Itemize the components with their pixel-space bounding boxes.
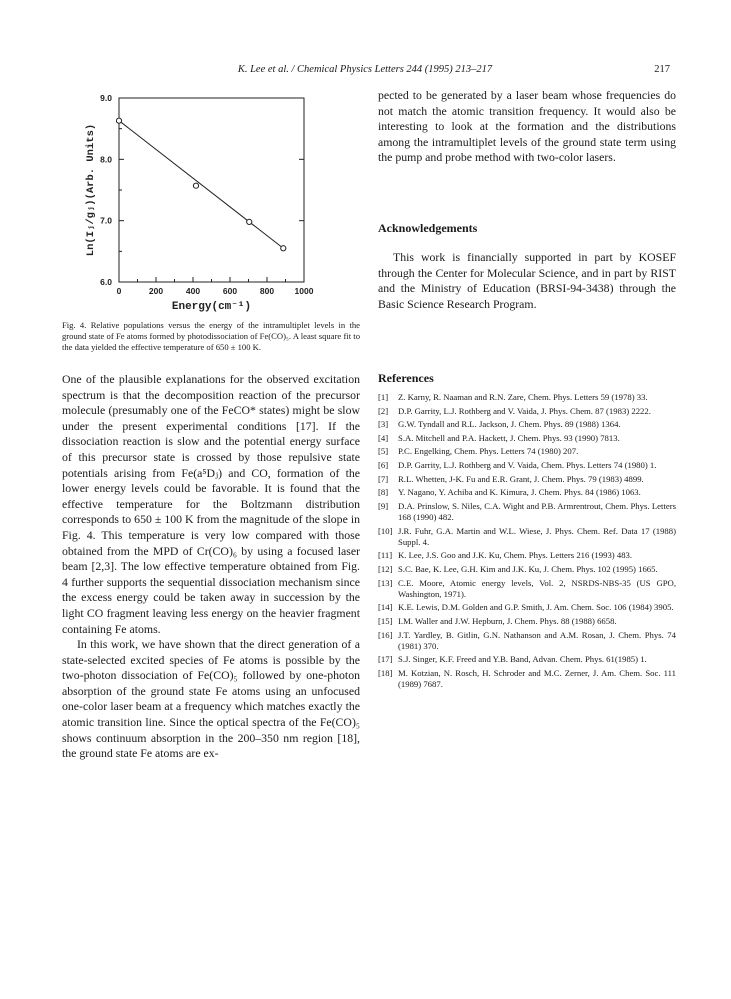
reference-item: [378, 433, 676, 444]
reference-text: I.M. Waller and J.W. Hepburn, J. Chem. Phys. 88 (1988) 6658.: [398, 615, 617, 626]
figure-4: [62, 88, 362, 318]
data-point: [247, 219, 252, 224]
x-tick-label: 400: [185, 286, 201, 296]
x-tick-label: 1000: [294, 286, 314, 296]
x-tick-label: 0: [116, 286, 122, 296]
paragraph-conclusion: In this work, we have shown that the direct generation of a state-selected excited species of Fe atoms is possible by the two-photon dissociation of Fe(CO)₅ followed by one-photon absorption of the ground state Fe atoms using an unfocused one-color laser beam at a frequency which matches exactly the atomic transition line. Since the optical spectra of the Fe(CO)₅ shows continuum absorption in the 200–350 nm region [18], the ground state Fe atoms are ex-: [62, 637, 360, 761]
reference-number: [15]: [378, 615, 393, 626]
x-tick-label: 800: [259, 286, 275, 296]
reference-text: S.A. Mitchell and P.A. Hackett, J. Chem. Phys. 93 (1990) 7813.: [398, 432, 620, 443]
left-column-body: [62, 372, 360, 762]
reference-number: [17]: [378, 654, 393, 665]
relative-population-chart: [62, 88, 362, 318]
reference-text: G.W. Tyndall and R.L. Jackson, J. Chem. Phys. 89 (1988) 1364.: [398, 419, 621, 430]
page-number: 217: [654, 64, 670, 75]
reference-item: [378, 616, 676, 627]
reference-number: [12]: [378, 563, 393, 574]
reference-number: [3]: [378, 419, 389, 430]
reference-text: C.E. Moore, Atomic energy levels, Vol. 2, NSRDS-NBS-35 (US GPO, Washington, 1971).: [398, 577, 676, 599]
fit-line: [119, 121, 283, 249]
data-point: [281, 246, 286, 251]
reference-number: [6]: [378, 459, 389, 470]
reference-text: K. Lee, J.S. Goo and J.K. Ku, Chem. Phys. Letters 216 (1993) 483.: [398, 550, 633, 561]
x-tick-label: 600: [222, 286, 238, 296]
y-tick-label: 9.0: [100, 93, 112, 103]
reference-text: K.E. Lewis, D.M. Golden and G.P. Smith, J. Am. Chem. Soc. 106 (1984) 3905.: [398, 602, 674, 613]
x-axis-label: Energy(cm⁻¹): [171, 301, 252, 313]
plot-frame: [119, 98, 304, 282]
data-point: [116, 118, 121, 123]
reference-item: [378, 550, 676, 561]
running-title: K. Lee et al. / Chemical Physics Letters 244 (1995) 213–217: [237, 64, 493, 75]
reference-item: [378, 578, 676, 600]
reference-text: J.R. Fuhr, G.A. Martin and W.L. Wiese, J. Phys. Chem. Ref. Data 17 (1988) Suppl. 4.: [398, 525, 676, 547]
reference-item: [378, 602, 676, 613]
y-axis-label: Ln(Iⱼ/gⱼ)(Arb. Units): [85, 123, 97, 257]
x-tick-label: 200: [148, 286, 164, 296]
figure-caption: Fig. 4. Relative populations versus the energy of the intramultiplet levels in the ground state of Fe atoms formed by photodissociation of Fe(CO)₅. A least square fit to the data yielded the effective temperature of 650 ± 100 K.: [62, 320, 360, 353]
reference-text: D.A. Prinslow, S. Niles, C.A. Wight and P.B. Armrentrout, Chem. Phys. Letters 168 (1990) 482.: [398, 500, 676, 522]
reference-text: D.P. Garrity, L.J. Rothberg and V. Vaida, J. Phys. Chem. 87 (1983) 2222.: [398, 405, 651, 416]
reference-item: [378, 392, 676, 403]
reference-list: [378, 392, 676, 693]
reference-number: [13]: [378, 577, 393, 588]
y-tick-label: 7.0: [100, 215, 112, 226]
reference-number: [5]: [378, 446, 389, 457]
y-tick-label: 8.0: [100, 154, 112, 165]
reference-text: P.C. Engelking, Chem. Phys. Letters 74 (1980) 207.: [398, 446, 579, 457]
reference-number: [2]: [378, 405, 389, 416]
reference-number: [11]: [378, 550, 393, 561]
reference-number: [1]: [378, 392, 389, 402]
references-heading: References: [378, 371, 434, 385]
reference-text: M. Kotzian, N. Rosch, H. Schroder and M.C. Zerner, J. Am. Chem. Soc. 111 (1989) 7687.: [398, 667, 676, 690]
reference-text: Z. Karny, R. Naaman and R.N. Zare, Chem. Phys. Letters 59 (1978) 33.: [398, 392, 648, 402]
reference-item: [378, 487, 676, 498]
reference-item: [378, 446, 676, 457]
data-point: [193, 183, 198, 188]
acknowledgements-text: This work is financially supported in part by KOSEF through the Center for Molecular Science, and in part by RIST and the Ministry of Education (BRSI-94-3438) through the Basic Science Research Program.: [378, 250, 676, 311]
reference-text: Y. Nagano, Y. Achiba and K. Kimura, J. Chem. Phys. 84 (1986) 1063.: [398, 487, 641, 498]
reference-number: [9]: [378, 500, 389, 511]
reference-item: [378, 564, 676, 575]
paragraph-discussion: One of the plausible explanations for the observed excitation spectrum is that the decomposition reaction of the precursor molecule (presumably one of the FeCO* states) might be slow under the present experimental conditions [17]. If the dissociation reaction is slow and the potential energy surface of this precursor state is crossed by those repulsive state potentials arising from Fe(a⁵Dⱼ) and CO, formation of the lower energy levels could be favorable. It is found that the effective temperature for the Boltzmann distribution corresponds to 650 ± 100 K from the magnitude of the slope in Fig. 4. This temperature is very low compared with those obtained from the MPD of Cr(CO)₆ by using a focused laser beam [2,3]. The low effective temperature obtained from Fig. 4 further supports the sequential dissociation mechanism since the excess energy could be taken away in succession by the light CO fragment leaving less energy on the heavier fragment containing Fe atoms.: [62, 372, 360, 636]
y-tick-label: 6.0: [100, 277, 112, 287]
reference-item: [378, 501, 676, 523]
reference-text: J.T. Yardley, B. Gitlin, G.N. Nathanson and A.M. Rosan, J. Chem. Phys. 74 (1981) 370.: [398, 629, 676, 651]
reference-item: [378, 654, 676, 665]
reference-text: D.P. Garrity, L.J. Rothberg and V. Vaida, Chem. Phys. Letters 74 (1980) 1.: [398, 459, 657, 470]
reference-number: [7]: [378, 473, 389, 484]
reference-text: S.J. Singer, K.F. Freed and Y.B. Band, Advan. Chem. Phys. 61(1985) 1.: [398, 654, 647, 665]
reference-item: [378, 460, 676, 471]
reference-number: [16]: [378, 629, 393, 640]
reference-number: [10]: [378, 525, 393, 536]
reference-number: [18]: [378, 667, 393, 678]
acknowledgements-heading: Acknowledgements: [378, 221, 478, 235]
reference-item: [378, 474, 676, 485]
paragraph-continuation: pected to be generated by a laser beam whose frequencies do not match the atomic transition frequency. It would also be interesting to look at the formation and the distributions among the intramultiplet levels of the ground state term using the pump and probe method with two-color lasers.: [378, 88, 676, 165]
reference-item: [378, 668, 676, 690]
reference-number: [8]: [378, 487, 389, 498]
reference-number: [4]: [378, 432, 389, 443]
reference-item: [378, 630, 676, 652]
reference-item: [378, 419, 676, 430]
reference-item: [378, 526, 676, 548]
reference-text: S.C. Bae, K. Lee, G.H. Kim and J.K. Ku, J. Chem. Phys. 102 (1995) 1665.: [398, 563, 658, 574]
reference-text: R.L. Whetten, J-K. Fu and E.R. Grant, J. Chem. Phys. 79 (1983) 4899.: [398, 473, 644, 484]
reference-item: [378, 406, 676, 417]
right-column-continuation: [378, 88, 676, 166]
reference-number: [14]: [378, 602, 393, 613]
running-head: [60, 64, 670, 80]
